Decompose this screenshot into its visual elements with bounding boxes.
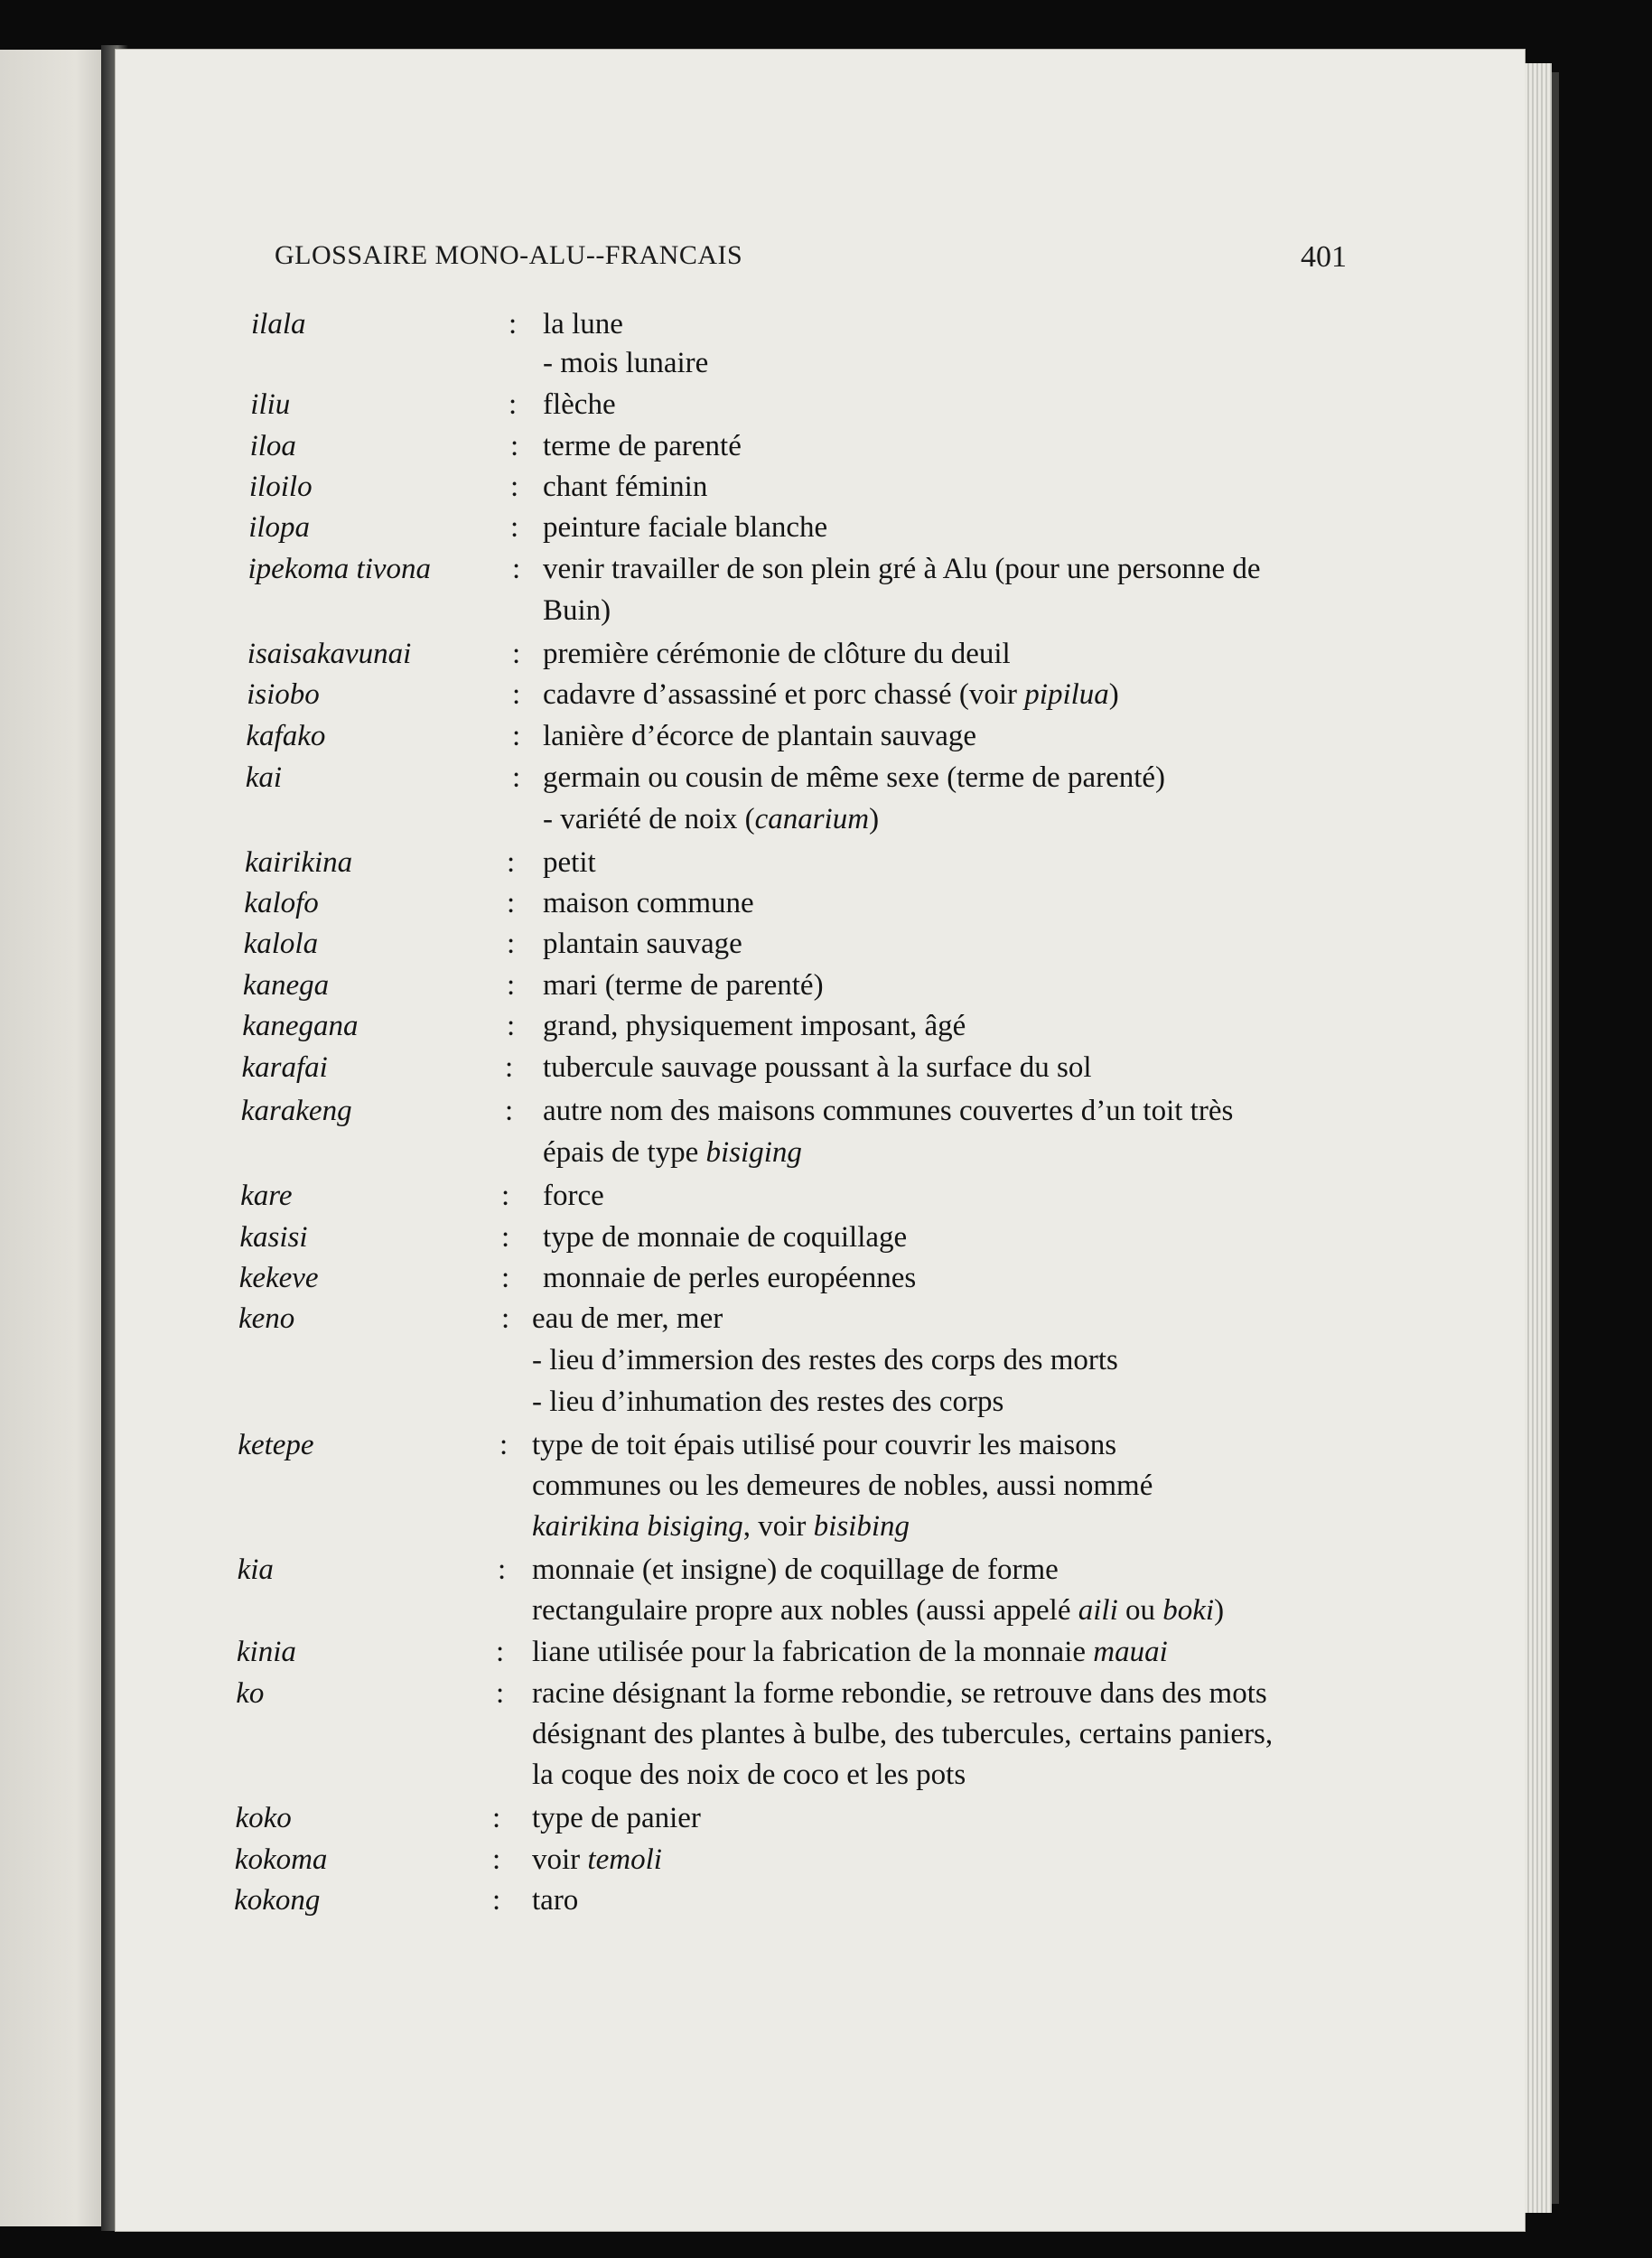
entry-separator: : [501, 1180, 510, 1212]
entry-definition [543, 923, 742, 965]
entry-term: isiobo [247, 678, 320, 711]
entry-separator: : [505, 1051, 514, 1084]
definition-text: - lieu d’immersion des restes des corps des morts [532, 1344, 1118, 1376]
entry-definition [543, 425, 742, 467]
entry-separator: : [492, 1802, 501, 1834]
definition-text: grand, physiquement imposant, âgé [543, 1010, 966, 1042]
definition-text: désignant des plantes à bulbe, des tubercules, certains paniers, [532, 1718, 1274, 1750]
definition-text: première cérémonie de clôture du deuil [543, 638, 1011, 670]
entry-definition [543, 507, 827, 548]
definition-text: liane utilisée pour la fabrication de la monnaie [532, 1636, 1094, 1668]
definition-text: chant féminin [543, 471, 708, 503]
entry-separator: : [507, 1010, 516, 1042]
entry-separator: : [496, 1677, 505, 1710]
entry-separator: : [507, 969, 516, 1002]
definition-text: Buin) [543, 594, 611, 627]
definition-italic-text: kairikina bisiging [532, 1510, 743, 1543]
entry-separator: : [498, 1554, 507, 1586]
entry-term: iloilo [248, 471, 313, 503]
definition-text: germain ou cousin de même sexe (terme de parenté) [543, 761, 1166, 794]
entry-separator: : [512, 720, 521, 752]
entry-definition [543, 1047, 1092, 1088]
definition-text: - mois lunaire [543, 347, 709, 379]
entry-definition [543, 342, 708, 384]
entry-definition [543, 842, 596, 883]
page-number: 401 [1301, 240, 1347, 274]
definition-text: peinture faciale blanche [543, 511, 828, 544]
entry-definition [543, 384, 616, 425]
definition-text: petit [543, 846, 596, 879]
entry-term: kafako [246, 720, 326, 752]
entry-term: ilopa [248, 511, 311, 544]
entry-definition [532, 1839, 662, 1880]
entry-separator: : [501, 1221, 510, 1254]
definition-text: flèche [543, 388, 616, 421]
entry-separator: : [496, 1636, 505, 1668]
definition-text: type de monnaie de coquillage [543, 1221, 908, 1254]
definition-text: type de toit épais utilisé pour couvrir les maisons [532, 1429, 1117, 1461]
entry-term: koko [235, 1802, 292, 1834]
entry-separator: : [492, 1884, 501, 1917]
definition-italic-text: aili [1078, 1594, 1118, 1627]
entry-separator: : [512, 553, 521, 585]
entry-term: kokoma [234, 1843, 328, 1876]
entry-term: karafai [241, 1051, 328, 1084]
entry-separator: : [507, 928, 516, 960]
definition-text: type de panier [532, 1802, 701, 1834]
entry-term: kanega [242, 969, 330, 1002]
entry-definition [532, 1590, 1224, 1631]
entry-definition [543, 1090, 1233, 1132]
entry-definition [532, 1754, 966, 1796]
definition-text: , voir [742, 1510, 814, 1543]
entry-term: kai [245, 761, 283, 794]
definition-text: venir travailler de son plein gré à Alu (pour une personne de [543, 553, 1261, 585]
definition-text: ou [1117, 1594, 1163, 1627]
entry-separator: : [505, 1095, 514, 1127]
entry-definition [532, 1381, 1003, 1423]
entry-definition [543, 798, 879, 840]
entry-term: ipekoma tivona [247, 553, 432, 585]
entry-term: kokong [234, 1884, 321, 1917]
definition-text: ) [869, 803, 880, 835]
entry-definition [532, 1631, 1168, 1673]
entry-separator: : [512, 678, 521, 711]
definition-text: lanière d’écorce de plantain sauvage [543, 720, 977, 752]
entry-term: iliu [250, 388, 291, 421]
entry-definition [532, 1673, 1267, 1714]
definition-text: force [543, 1180, 604, 1212]
entry-definition [543, 303, 623, 345]
definition-text: ) [1108, 678, 1119, 711]
entry-term: isaisakavunai [247, 638, 412, 670]
definition-italic-text: bisibing [813, 1510, 910, 1543]
entry-separator: : [510, 511, 519, 544]
entry-definition [543, 590, 611, 631]
definition-text: monnaie (et insigne) de coquillage de forme [532, 1554, 1059, 1586]
definition-text: - lieu d’inhumation des restes des corps [532, 1386, 1004, 1418]
entry-term: kanegana [242, 1010, 359, 1042]
entry-definition [532, 1298, 723, 1339]
definition-text: autre nom des maisons communes couvertes d’un toit très [543, 1095, 1234, 1127]
entry-term: iloa [249, 430, 296, 462]
definition-text: rectangulaire propre aux nobles (aussi appelé [532, 1594, 1078, 1627]
definition-text: eau de mer, mer [532, 1302, 723, 1335]
entry-separator: : [492, 1843, 501, 1876]
entry-term: kare [240, 1180, 293, 1212]
entry-separator: : [512, 638, 521, 670]
entry-definition [543, 1257, 916, 1299]
entry-term: kia [237, 1554, 274, 1586]
definition-text: maison commune [543, 887, 754, 919]
entry-definition [532, 1797, 701, 1839]
entry-definition [543, 882, 754, 924]
entry-definition [543, 1175, 604, 1217]
entry-definition [543, 965, 824, 1006]
entry-definition [543, 715, 976, 757]
entry-separator: : [512, 761, 521, 794]
definition-text: taro [532, 1884, 579, 1917]
entry-definition [543, 1132, 802, 1173]
definition-text: racine désignant la forme rebondie, se retrouve dans des mots [532, 1677, 1267, 1710]
definition-italic-text: mauai [1093, 1636, 1168, 1668]
definition-text: tubercule sauvage poussant à la surface du sol [543, 1051, 1092, 1084]
entry-separator: : [509, 308, 518, 341]
entry-definition [532, 1549, 1059, 1591]
entry-separator: : [510, 430, 519, 462]
entry-definition [532, 1424, 1116, 1466]
entry-term: ketepe [238, 1429, 314, 1461]
entry-term: kalofo [244, 887, 319, 919]
definition-text: mari (terme de parenté) [543, 969, 824, 1002]
entry-definition [543, 674, 1119, 715]
definition-text: épais de type [543, 1136, 706, 1169]
entry-definition [543, 466, 707, 508]
definition-text: voir [532, 1843, 588, 1876]
definition-text: la lune [543, 308, 623, 341]
entry-definition [532, 1465, 1153, 1507]
entry-separator: : [499, 1429, 509, 1461]
entry-definition [532, 1713, 1273, 1755]
definition-text: la coque des noix de coco et les pots [532, 1759, 966, 1791]
definition-text: ) [1214, 1594, 1225, 1627]
entry-definition [543, 633, 1011, 675]
entry-separator: : [509, 388, 518, 421]
entry-term: keno [238, 1302, 295, 1335]
definition-text: cadavre d’assassiné et porc chassé (voir [543, 678, 1025, 711]
entry-definition [543, 1217, 907, 1258]
entry-term: kasisi [239, 1221, 308, 1254]
entry-term: karakeng [240, 1095, 352, 1127]
definition-text: communes ou les demeures de nobles, aussi nommé [532, 1470, 1153, 1502]
definition-text: - variété de noix ( [543, 803, 755, 835]
entry-term: ko [236, 1677, 265, 1710]
entry-separator: : [501, 1302, 510, 1335]
entry-term: kairikina [245, 846, 353, 879]
entry-term: kinia [236, 1636, 296, 1668]
definition-italic-text: pipilua [1024, 678, 1109, 711]
entry-separator: : [507, 846, 516, 879]
entry-definition [532, 1339, 1118, 1381]
definition-text: terme de parenté [543, 430, 742, 462]
entry-definition [543, 548, 1260, 590]
entry-separator: : [510, 471, 519, 503]
entry-definition [532, 1880, 578, 1921]
entry-definition [543, 1005, 966, 1047]
definition-italic-text: canarium [754, 803, 870, 835]
definition-italic-text: boki [1162, 1594, 1215, 1627]
entry-definition [543, 757, 1165, 798]
entry-separator: : [501, 1262, 510, 1294]
entry-separator: : [507, 887, 516, 919]
entry-term: kekeve [238, 1262, 319, 1294]
definition-text: monnaie de perles européennes [543, 1262, 917, 1294]
entry-definition [532, 1506, 910, 1547]
entry-term: kalola [243, 928, 319, 960]
page-header-title: GLOSSAIRE MONO-ALU--FRANCAIS [275, 240, 743, 270]
definition-italic-text: bisiging [705, 1136, 802, 1169]
entry-term: ilala [251, 308, 306, 341]
definition-italic-text: temoli [587, 1843, 662, 1876]
definition-text: plantain sauvage [543, 928, 742, 960]
